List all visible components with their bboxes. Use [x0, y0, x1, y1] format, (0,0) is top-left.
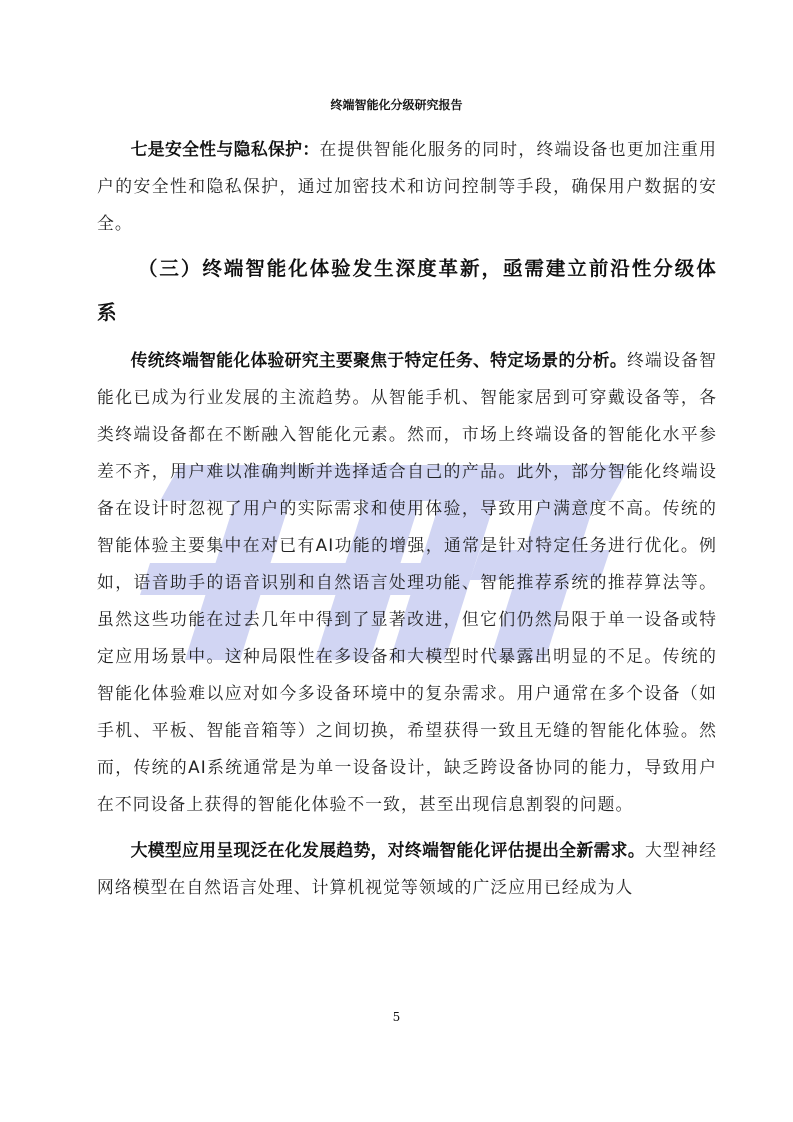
paragraph-traditional-experience — [97, 342, 717, 823]
paragraph-security-privacy — [97, 131, 717, 242]
page-header: 终端智能化分级研究报告 — [330, 98, 463, 112]
document-body — [97, 131, 717, 906]
section-heading: （三）终端智能化体验发生深度革新，亟需建立前沿性分级体系 — [97, 257, 717, 324]
page-number: 5 — [392, 1010, 401, 1024]
paragraph-body: 在提供智能化服务的同时，终端设备也更加注重用户的安全性和隐私保护，通过加密技术和访问控制等手段，确保用户数据的安全。 — [97, 139, 718, 233]
paragraph-body: 终端设备智能化已成为行业发展的主流趋势。从智能手机、智能家居到可穿戴设备等，各类终端设备都在不断融入智能化元素。然而，市场上终端设备的智能化水平参差不齐，用户难以准确判断并选择适合自己的产品。此外，部分智能化终端设备在设计时忽视了用户的实际需求和使用体验，导致用户满意度不高。传统的智能体验主要集中在对已有AI功能的增强，通常是针对特定任务进行优化。例如，语音助手的语音识别和自然语言处理功能、智能推荐系统的推荐算法等。虽然这些功能在过去几年中得到了显著改进，但它们仍然局限于单一设备或特定应用场景中。这种局限性在多设备和大模型时代暴露出明显的不足。传统的智能化体验难以应对如今多设备环境中的复杂需求。用户通常在多个设备（如手机、平板、智能音箱等）之间切换，希望获得一致且无缝的智能化体验。然而，传统的AI系统通常是为单一设备设计，缺乏跨设备协同的能力，导致用户在不同设备上获得的智能化体验不一致，甚至出现信息割裂的问题。 — [97, 350, 717, 814]
paragraph-lead: 传统终端智能化体验研究主要聚焦于特定任务、特定场景的分析。 — [130, 350, 628, 370]
paragraph-lead: 七是安全性与隐私保护： — [130, 139, 320, 159]
paragraph-large-models — [97, 832, 717, 906]
paragraph-body: 大型神经网络模型在自然语言处理、计算机视觉等领域的广泛应用已经成为人 — [97, 840, 717, 897]
paragraph-lead: 大模型应用呈现泛在化发展趋势，对终端智能化评估提出全新需求。 — [130, 840, 645, 860]
